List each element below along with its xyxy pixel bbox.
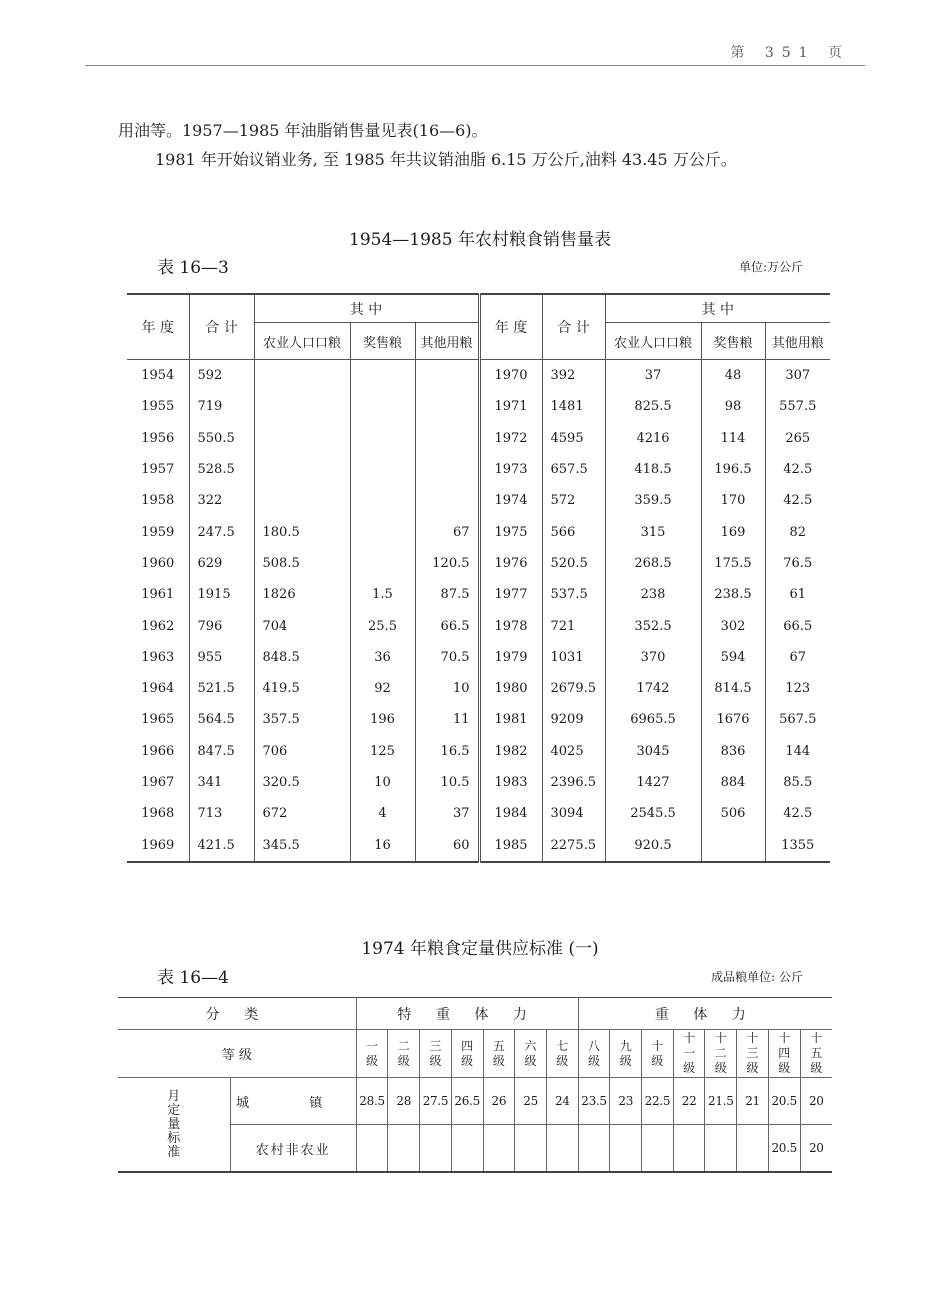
cell-r-4: 42.5 (765, 485, 830, 516)
header-total-left: 合 计 (189, 294, 254, 360)
town-value-7: 24 (546, 1078, 578, 1125)
cell-r-3: 506 (701, 798, 765, 829)
cell-l-1: 564.5 (189, 704, 254, 735)
grade-label: 三级 (429, 1038, 442, 1068)
cell-r-2: 37 (605, 360, 701, 392)
grade-5 (483, 1030, 515, 1078)
grade-label: 八级 (587, 1038, 600, 1068)
cell-r-0: 1975 (479, 516, 542, 547)
cell-l-1: 550.5 (189, 423, 254, 454)
grade-6 (515, 1030, 547, 1078)
cell-l-2 (254, 391, 350, 422)
cell-l-3: 92 (350, 673, 415, 704)
rural-value-8 (578, 1125, 610, 1173)
cell-r-4: 123 (765, 673, 830, 704)
cell-r-2: 1742 (605, 673, 701, 704)
rural-value-6 (515, 1125, 547, 1173)
grade-label: 六级 (524, 1038, 537, 1068)
cell-l-2: 672 (254, 798, 350, 829)
cell-r-0: 1971 (479, 391, 542, 422)
cell-l-2: 345.5 (254, 829, 350, 861)
table-row (127, 579, 830, 610)
rural-value-11 (673, 1125, 705, 1173)
header-year-left: 年 度 (127, 294, 189, 360)
grade-1 (356, 1030, 388, 1078)
rural-value-10 (642, 1125, 674, 1173)
cell-r-4: 265 (765, 423, 830, 454)
cell-r-0: 1981 (479, 704, 542, 735)
cell-l-2: 706 (254, 736, 350, 767)
cell-l-2: 1826 (254, 579, 350, 610)
cell-r-1: 1031 (542, 642, 605, 673)
cell-r-3: 48 (701, 360, 765, 392)
cell-r-1: 520.5 (542, 548, 605, 579)
cell-r-3: 169 (701, 516, 765, 547)
cell-r-0: 1973 (479, 454, 542, 485)
category-header: 分 类 (118, 998, 356, 1030)
cell-l-0: 1966 (141, 743, 175, 759)
paragraph-2: 1981 年开始议销业务, 至 1985 年共议销油脂 6.15 万公斤,油料 43.45 万公斤。 (155, 150, 737, 169)
cell-l-3 (350, 485, 415, 516)
rural-value-13 (737, 1125, 769, 1173)
cell-l-3 (350, 454, 415, 485)
cell-r-2: 920.5 (605, 829, 701, 861)
grade-label: 十四级 (778, 1031, 791, 1075)
table-row (127, 516, 830, 547)
cell-l-4 (415, 454, 479, 485)
cell-l-3: 4 (350, 798, 415, 829)
grade-label: 七级 (556, 1038, 569, 1068)
grain-ration-standard-table (118, 997, 832, 1173)
rural-value-3 (420, 1125, 452, 1173)
cell-l-4: 11 (415, 704, 479, 735)
cell-l-3 (350, 516, 415, 547)
town-value-12: 21.5 (705, 1078, 737, 1125)
cell-l-3 (350, 548, 415, 579)
rural-value-4 (451, 1125, 483, 1173)
table-row (127, 423, 830, 454)
cell-r-2: 2545.5 (605, 798, 701, 829)
table-row (127, 736, 830, 767)
town-value-3: 27.5 (420, 1078, 452, 1125)
cell-l-0: 1964 (141, 681, 175, 697)
heavy-header: 重 体 力 (578, 998, 832, 1030)
grade-8 (578, 1030, 610, 1078)
cell-r-2: 268.5 (605, 548, 701, 579)
cell-l-1: 713 (189, 798, 254, 829)
cell-r-3: 1676 (701, 704, 765, 735)
cell-l-4: 60 (415, 829, 479, 861)
cell-l-0: 1962 (141, 618, 175, 634)
cell-r-0: 1972 (479, 423, 542, 454)
cell-l-2 (254, 485, 350, 516)
rural-value-7 (546, 1125, 578, 1173)
grade-14 (768, 1030, 800, 1078)
heavy-special-header: 特 重 体 力 (356, 998, 578, 1030)
cell-r-4: 67 (765, 642, 830, 673)
cell-l-2: 704 (254, 610, 350, 641)
cell-r-1: 2396.5 (542, 767, 605, 798)
cell-r-3: 114 (701, 423, 765, 454)
cell-l-3 (350, 360, 415, 392)
cell-l-1: 955 (189, 642, 254, 673)
cell-r-3: 814.5 (701, 673, 765, 704)
town-value-11: 22 (673, 1078, 705, 1125)
cell-r-0: 1985 (479, 829, 542, 861)
cell-r-4: 42.5 (765, 798, 830, 829)
cell-l-0: 1961 (141, 587, 175, 603)
table-row (127, 642, 830, 673)
table-16-3-unit: 单位:万公斤 (738, 260, 803, 274)
cell-r-2: 238 (605, 579, 701, 610)
cell-r-2: 315 (605, 516, 701, 547)
cell-r-3: 175.5 (701, 548, 765, 579)
table-16-4-unit: 成品粮单位: 公斤 (711, 970, 803, 984)
monthly-ration-label (118, 1078, 230, 1173)
cell-l-2: 320.5 (254, 767, 350, 798)
grade-label: 二级 (397, 1038, 410, 1068)
cell-r-1: 3094 (542, 798, 605, 829)
rural-value-15: 20 (800, 1125, 832, 1173)
cell-r-4: 85.5 (765, 767, 830, 798)
rural-value-1 (356, 1125, 388, 1173)
grade-15 (800, 1030, 832, 1078)
cell-r-4: 567.5 (765, 704, 830, 735)
cell-l-0: 1959 (141, 524, 175, 540)
cell-r-3: 594 (701, 642, 765, 673)
town-value-9: 23 (610, 1078, 642, 1125)
cell-r-1: 721 (542, 610, 605, 641)
cell-l-2 (254, 360, 350, 392)
cell-l-4: 66.5 (415, 610, 479, 641)
grade-label: 十一级 (683, 1031, 696, 1075)
cell-l-4 (415, 360, 479, 392)
cell-l-3: 196 (350, 704, 415, 735)
cell-r-4: 66.5 (765, 610, 830, 641)
cell-r-0: 1978 (479, 610, 542, 641)
cell-r-3: 884 (701, 767, 765, 798)
table-row (127, 454, 830, 485)
grade-label: 十级 (651, 1038, 664, 1068)
town-value-6: 25 (515, 1078, 547, 1125)
grade-2 (388, 1030, 420, 1078)
header-rural-ration-right: 农业人口口粮 (605, 323, 701, 360)
cell-r-2: 359.5 (605, 485, 701, 516)
cell-r-2: 4216 (605, 423, 701, 454)
grade-header: 等 级 (118, 1030, 356, 1078)
header-rule (85, 65, 865, 66)
cell-r-1: 537.5 (542, 579, 605, 610)
header-rural-ration-left: 农业人口口粮 (254, 323, 350, 360)
cell-l-0: 1958 (141, 493, 175, 509)
cell-l-1: 528.5 (189, 454, 254, 485)
monthly-ration-text: 月定量标准 (167, 1088, 181, 1160)
cell-r-4: 42.5 (765, 454, 830, 485)
cell-r-1: 9209 (542, 704, 605, 735)
cell-l-0: 1957 (141, 462, 175, 478)
header-reward-right: 奖售粮 (701, 323, 765, 360)
header-total-right: 合 计 (542, 294, 605, 360)
cell-r-1: 657.5 (542, 454, 605, 485)
cell-r-1: 566 (542, 516, 605, 547)
grade-7 (546, 1030, 578, 1078)
cell-r-3: 170 (701, 485, 765, 516)
cell-r-2: 825.5 (605, 391, 701, 422)
cell-l-0: 1954 (141, 368, 175, 384)
cell-l-4: 10.5 (415, 767, 479, 798)
cell-l-2: 508.5 (254, 548, 350, 579)
cell-r-1: 4595 (542, 423, 605, 454)
table-row (127, 829, 830, 861)
cell-l-2: 357.5 (254, 704, 350, 735)
cell-l-1: 341 (189, 767, 254, 798)
grade-11 (673, 1030, 705, 1078)
town-value-13: 21 (737, 1078, 769, 1125)
cell-l-1: 592 (189, 360, 254, 392)
cell-l-4: 120.5 (415, 548, 479, 579)
cell-r-4: 144 (765, 736, 830, 767)
table-row (127, 767, 830, 798)
cell-l-2: 180.5 (254, 516, 350, 547)
grade-label: 十二级 (714, 1031, 727, 1075)
paragraph-1: 用油等。1957—1985 年油脂销售量见表(16—6)。 (118, 121, 488, 140)
cell-r-2: 6965.5 (605, 704, 701, 735)
header-other-left: 其他用粮 (415, 323, 479, 360)
cell-l-3 (350, 391, 415, 422)
cell-l-1: 629 (189, 548, 254, 579)
grade-12 (705, 1030, 737, 1078)
cell-l-0: 1956 (141, 430, 175, 446)
cell-r-3: 238.5 (701, 579, 765, 610)
cell-l-3: 36 (350, 642, 415, 673)
table-16-4-label: 表 16—4 (157, 968, 229, 988)
cell-r-0: 1980 (479, 673, 542, 704)
cell-r-1: 2275.5 (542, 829, 605, 861)
cell-l-4: 10 (415, 673, 479, 704)
cell-l-2: 848.5 (254, 642, 350, 673)
header-other-right: 其他用粮 (765, 323, 830, 360)
town-value-8: 23.5 (578, 1078, 610, 1125)
cell-r-2: 370 (605, 642, 701, 673)
rural-value-14: 20.5 (768, 1125, 800, 1173)
cell-l-3: 16 (350, 829, 415, 861)
table-row (127, 673, 830, 704)
cell-r-0: 1979 (479, 642, 542, 673)
cell-l-0: 1968 (141, 806, 175, 822)
cell-l-4: 67 (415, 516, 479, 547)
cell-l-3: 125 (350, 736, 415, 767)
grade-9 (610, 1030, 642, 1078)
cell-r-1: 2679.5 (542, 673, 605, 704)
table-row (127, 360, 830, 392)
cell-r-2: 352.5 (605, 610, 701, 641)
cell-r-4: 82 (765, 516, 830, 547)
cell-l-4 (415, 391, 479, 422)
cell-r-3: 836 (701, 736, 765, 767)
cell-l-2 (254, 423, 350, 454)
cell-r-0: 1977 (479, 579, 542, 610)
rural-value-9 (610, 1125, 642, 1173)
grain-table-body (127, 360, 830, 862)
cell-r-4: 557.5 (765, 391, 830, 422)
cell-l-4: 37 (415, 798, 479, 829)
cell-r-1: 4025 (542, 736, 605, 767)
cell-l-4: 16.5 (415, 736, 479, 767)
town-value-5: 26 (483, 1078, 515, 1125)
cell-l-2: 419.5 (254, 673, 350, 704)
town-value-14: 20.5 (768, 1078, 800, 1125)
cell-l-0: 1963 (141, 649, 175, 665)
grade-label: 九级 (619, 1038, 632, 1068)
cell-r-0: 1976 (479, 548, 542, 579)
grade-10 (642, 1030, 674, 1078)
grade-label: 十五级 (810, 1031, 823, 1075)
table-16-3-title: 1954—1985 年农村粮食销售量表 (349, 230, 611, 250)
table-16-3-label: 表 16—3 (157, 258, 229, 278)
grade-label: 十三级 (746, 1031, 759, 1075)
cell-r-1: 392 (542, 360, 605, 392)
cell-l-3: 1.5 (350, 579, 415, 610)
cell-l-1: 847.5 (189, 736, 254, 767)
cell-l-3 (350, 423, 415, 454)
cell-l-2 (254, 454, 350, 485)
grade-13 (737, 1030, 769, 1078)
rural-value-12 (705, 1125, 737, 1173)
town-value-1: 28.5 (356, 1078, 388, 1125)
cell-l-1: 247.5 (189, 516, 254, 547)
header-of-which-right: 其 中 (605, 294, 830, 323)
cell-l-4 (415, 423, 479, 454)
grade-label: 五级 (492, 1038, 505, 1068)
cell-l-0: 1967 (141, 775, 175, 790)
cell-l-4: 87.5 (415, 579, 479, 610)
cell-l-1: 719 (189, 391, 254, 422)
cell-l-3: 10 (350, 767, 415, 798)
rural-nonfarm-label: 农村非农业 (230, 1125, 356, 1173)
cell-r-4: 61 (765, 579, 830, 610)
town-value-15: 20 (800, 1078, 832, 1125)
cell-l-4: 70.5 (415, 642, 479, 673)
town-value-4: 26.5 (451, 1078, 483, 1125)
table-row (127, 610, 830, 641)
cell-r-0: 1983 (479, 767, 542, 798)
cell-r-2: 1427 (605, 767, 701, 798)
cell-r-0: 1982 (479, 736, 542, 767)
cell-l-1: 421.5 (189, 829, 254, 861)
table-row (127, 391, 830, 422)
table-row (127, 798, 830, 829)
cell-r-3: 302 (701, 610, 765, 641)
grade-4 (451, 1030, 483, 1078)
cell-r-2: 418.5 (605, 454, 701, 485)
cell-l-4 (415, 485, 479, 516)
cell-r-3: 196.5 (701, 454, 765, 485)
table-16-4-title: 1974 年粮食定量供应标准 (一) (361, 939, 599, 959)
header-reward-left: 奖售粮 (350, 323, 415, 360)
cell-l-1: 521.5 (189, 673, 254, 704)
cell-l-0: 1955 (141, 399, 175, 415)
grade-label: 四级 (461, 1038, 474, 1068)
cell-r-1: 1481 (542, 391, 605, 422)
rural-value-5 (483, 1125, 515, 1173)
rural-grain-sales-table (127, 293, 830, 863)
cell-r-0: 1984 (479, 798, 542, 829)
cell-r-2: 3045 (605, 736, 701, 767)
town-value-10: 22.5 (642, 1078, 674, 1125)
table-row (127, 548, 830, 579)
town-value-2: 28 (388, 1078, 420, 1125)
grade-3 (420, 1030, 452, 1078)
grade-label: 一级 (366, 1038, 379, 1068)
cell-r-0: 1970 (479, 360, 542, 392)
cell-l-0: 1969 (141, 837, 175, 853)
cell-l-1: 322 (189, 485, 254, 516)
page-number: 第 351 页 (730, 45, 850, 61)
cell-r-0: 1974 (479, 485, 542, 516)
cell-l-1: 1915 (189, 579, 254, 610)
town-label: 城 镇 (230, 1078, 356, 1125)
cell-l-3: 25.5 (350, 610, 415, 641)
cell-r-4: 76.5 (765, 548, 830, 579)
rural-value-2 (388, 1125, 420, 1173)
cell-l-0: 1960 (141, 555, 175, 571)
cell-r-4: 1355 (765, 829, 830, 861)
header-of-which-left: 其 中 (254, 294, 479, 323)
cell-r-3 (701, 829, 765, 861)
cell-r-3: 98 (701, 391, 765, 422)
header-year-right: 年 度 (479, 294, 542, 360)
cell-l-0: 1965 (141, 712, 175, 728)
table-row (127, 485, 830, 516)
cell-r-1: 572 (542, 485, 605, 516)
cell-l-1: 796 (189, 610, 254, 641)
table-row (127, 704, 830, 735)
cell-r-4: 307 (765, 360, 830, 392)
